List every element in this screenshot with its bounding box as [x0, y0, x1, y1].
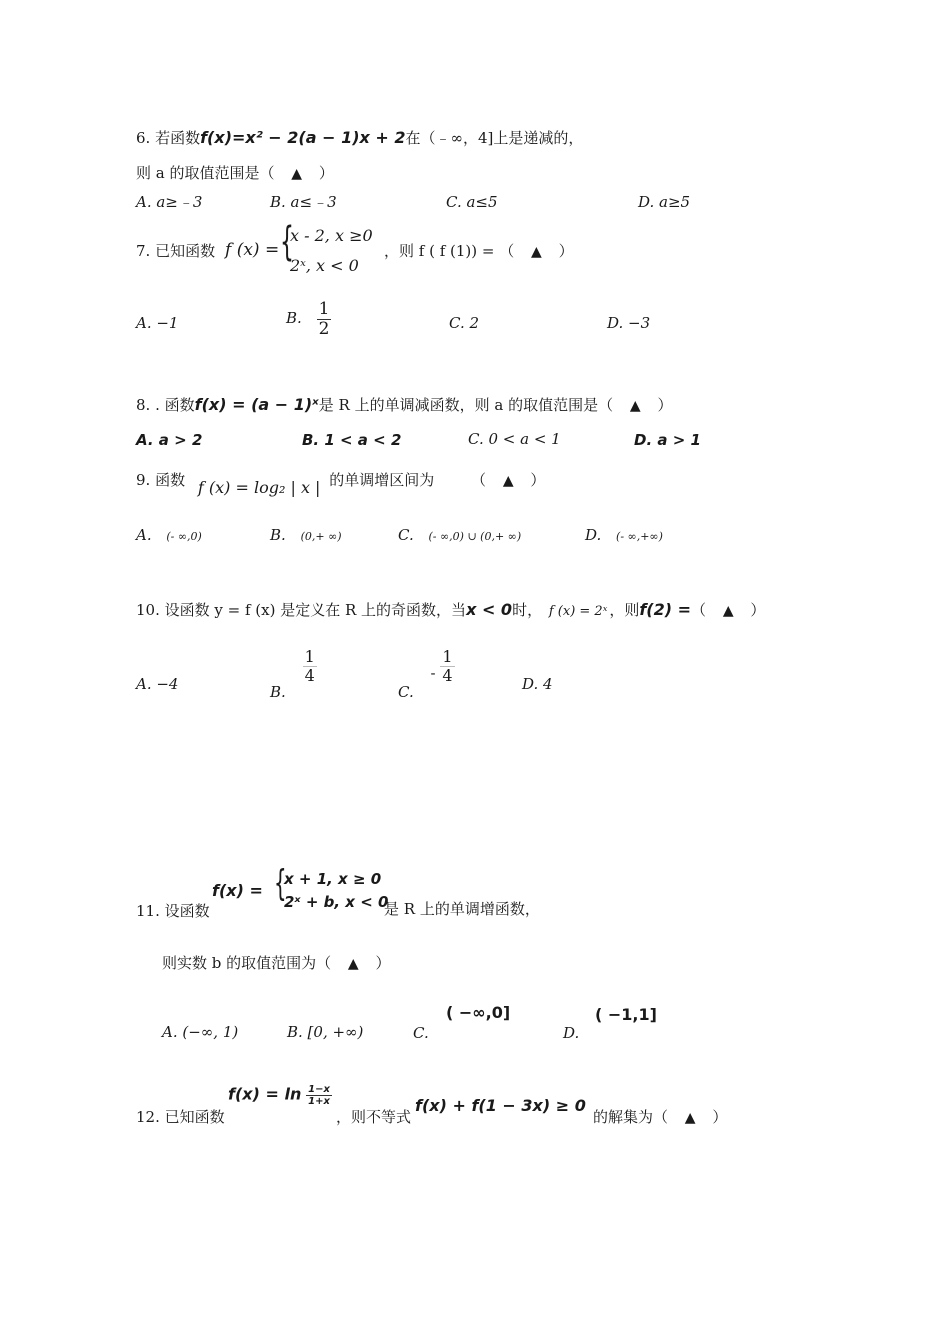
q6-line2 — [136, 164, 334, 183]
q7-option-c[interactable]: C. 2 — [449, 314, 480, 332]
triangle-icon: ▲ — [684, 1110, 696, 1126]
q9-option-d-value: (- ∞,+∞) — [616, 530, 663, 543]
q10-number-text: 10. 设函数 y = f (x) 是定义在 R 上的奇函数，当 — [136, 601, 467, 619]
q12-lhs: f(x) = ln — [228, 1084, 302, 1104]
q12-function — [228, 1084, 332, 1107]
q7-option-b-fraction — [317, 300, 332, 338]
q7-case-1: x - 2, x ≥0 — [290, 226, 373, 245]
q11-option-d-value: ( −1,1] — [595, 1005, 657, 1024]
triangle-icon: ▲ — [502, 473, 514, 489]
q12-inequality: f(x) + f(1 − 3x) ≥ 0 — [415, 1096, 586, 1115]
q9-tail: 的单调增区间为 — [329, 471, 435, 489]
q6-number: 6. 若函数 — [136, 129, 201, 147]
triangle-icon: ▲ — [347, 956, 359, 972]
q10-condition: x < 0 — [466, 600, 513, 619]
q7-tail-text: ，则 f ( f (1)) = （ — [384, 242, 515, 260]
triangle-icon: ▲ — [531, 244, 542, 260]
q7-lhs: f (x) = — [225, 240, 280, 260]
q9-expression: f (x) = log₂ | x | — [197, 478, 321, 497]
q10-stem — [136, 600, 765, 620]
q10-close-paren: ） — [750, 601, 766, 619]
fraction-numerator: 1−x — [308, 1084, 330, 1095]
triangle-icon: ▲ — [722, 603, 734, 619]
q12-fraction — [306, 1084, 332, 1107]
q10-option-b[interactable] — [270, 647, 317, 702]
q6-question-text: 则 a 的取值范围是（ — [136, 164, 275, 182]
q12-number: 12. 已知函数 — [136, 1108, 225, 1126]
q10-option-b-label: B. — [270, 683, 286, 702]
q9-open-paren: （ — [471, 471, 487, 489]
triangle-icon: ▲ — [291, 166, 303, 182]
q9-option-c-value: (- ∞,0) ∪ (0,+ ∞) — [428, 530, 522, 543]
q11-tail: 是 R 上的单调增函数， — [384, 900, 540, 918]
q7-option-b[interactable] — [286, 300, 331, 338]
q7-option-b-label: B. — [286, 309, 302, 328]
q9-stem — [136, 470, 546, 497]
q8-option-a[interactable]: A. a > 2 — [136, 431, 203, 449]
q9-option-d[interactable] — [585, 526, 663, 544]
q11-line2 — [162, 954, 391, 973]
q10-open-paren: （ — [691, 601, 707, 619]
fraction-denominator: 4 — [442, 665, 453, 685]
q7-close-paren: ） — [558, 242, 574, 260]
q11-option-c[interactable] — [413, 1024, 429, 1042]
q8-close-paren: ） — [657, 396, 673, 414]
q9-close-paren: ） — [530, 471, 546, 489]
fraction-denominator: 1+x — [308, 1096, 330, 1107]
q9-option-c[interactable] — [398, 526, 521, 544]
q11-brace: { — [274, 863, 287, 904]
q6-option-c[interactable]: C. a≤5 — [446, 193, 498, 211]
q9-option-b-label: B. — [270, 526, 286, 544]
q8-option-b[interactable]: B. 1 < a < 2 — [302, 431, 402, 449]
q10-option-c[interactable] — [398, 647, 455, 702]
q11-option-a[interactable]: A. (−∞, 1) — [162, 1023, 239, 1041]
q9-number: 9. 函数 — [136, 471, 186, 489]
q6-expression: f(x)=x² − 2(a − 1)x + 2 — [200, 128, 406, 147]
q12-mid: ，则不等式 — [336, 1108, 412, 1126]
q8-number: 8. . 函数 — [136, 396, 195, 414]
q8-option-c[interactable]: C. 0 < a < 1 — [468, 430, 561, 448]
q9-option-b[interactable] — [270, 526, 342, 544]
q9-option-b-value: (0,+ ∞) — [300, 530, 342, 543]
q7-brace: { — [280, 219, 294, 265]
fraction-numerator: 1 — [304, 647, 315, 666]
q8-expression: f(x) = (a − 1)ˣ — [194, 395, 319, 414]
q12-tail — [593, 1108, 727, 1127]
fraction-denominator: 4 — [304, 665, 315, 685]
q11-number: 11. 设函数 — [136, 902, 210, 920]
q10-fx: f (x) = 2ˣ — [548, 604, 608, 619]
q11-option-d-label: D. — [563, 1024, 580, 1042]
q10-ask: f(2) = — [639, 600, 692, 619]
q11-case-1: x + 1, x ≥ 0 — [284, 870, 382, 888]
q11-option-c-label: C. — [413, 1024, 429, 1042]
q11-question-text: 则实数 b 的取值范围为（ — [162, 954, 332, 972]
q11-option-d[interactable] — [563, 1024, 579, 1042]
q6-tail: 在（﹣∞，4]上是递减的， — [405, 129, 584, 147]
q9-option-a[interactable] — [136, 526, 202, 544]
q6-stem — [136, 128, 583, 147]
q7-tail — [384, 242, 574, 261]
q8-tail: 是 R 上的单调减函数，则 a 的取值范围是（ — [318, 396, 614, 414]
q7-number: 7. 已知函数 — [136, 242, 216, 260]
q7-option-d[interactable]: D. −3 — [607, 314, 651, 332]
q8-option-d[interactable]: D. a > 1 — [634, 431, 701, 449]
q11-option-c-value: ( −∞,0] — [446, 1003, 511, 1022]
q11-lhs: f(x) = — [212, 881, 263, 900]
fraction-numerator: 1 — [442, 647, 453, 666]
q10-option-c-fraction — [440, 648, 454, 684]
q9-option-d-label: D. — [585, 526, 602, 544]
q10-mid: 时， — [512, 601, 543, 619]
q10-tail: ，则 — [609, 601, 640, 619]
q11-case-2: 2ˣ + b, x < 0 — [284, 893, 389, 911]
q11-close-paren: ） — [375, 954, 391, 972]
q9-option-a-value: (- ∞,0) — [166, 530, 202, 543]
fraction-numerator: 1 — [318, 299, 330, 319]
q9-option-a-label: A. — [136, 526, 152, 544]
q6-option-d[interactable]: D. a≥5 — [638, 193, 691, 211]
q6-option-b[interactable]: B. a≤﹣3 — [270, 193, 337, 211]
q10-option-b-fraction — [303, 648, 317, 684]
q9-option-c-label: C. — [398, 526, 414, 544]
q8-stem — [136, 395, 672, 415]
q6-option-a[interactable]: A. a≥﹣3 — [136, 193, 203, 211]
q10-option-c-label: C. — [398, 683, 414, 702]
q7-option-a[interactable]: A. −1 — [136, 314, 179, 332]
q10-option-a[interactable]: A. −4 — [136, 675, 179, 693]
q10-option-c-sign: - — [430, 664, 436, 683]
q10-option-d[interactable]: D. 4 — [522, 675, 553, 693]
triangle-icon: ▲ — [629, 398, 641, 414]
q11-option-b[interactable]: B. [0, +∞) — [287, 1023, 364, 1041]
fraction-denominator: 2 — [318, 318, 330, 339]
q12-tail-text: 的解集为（ — [593, 1108, 669, 1126]
q7-case-2: 2ˣ, x < 0 — [290, 256, 359, 275]
q12-close-paren: ） — [712, 1108, 728, 1126]
q6-close-paren: ） — [318, 164, 334, 182]
